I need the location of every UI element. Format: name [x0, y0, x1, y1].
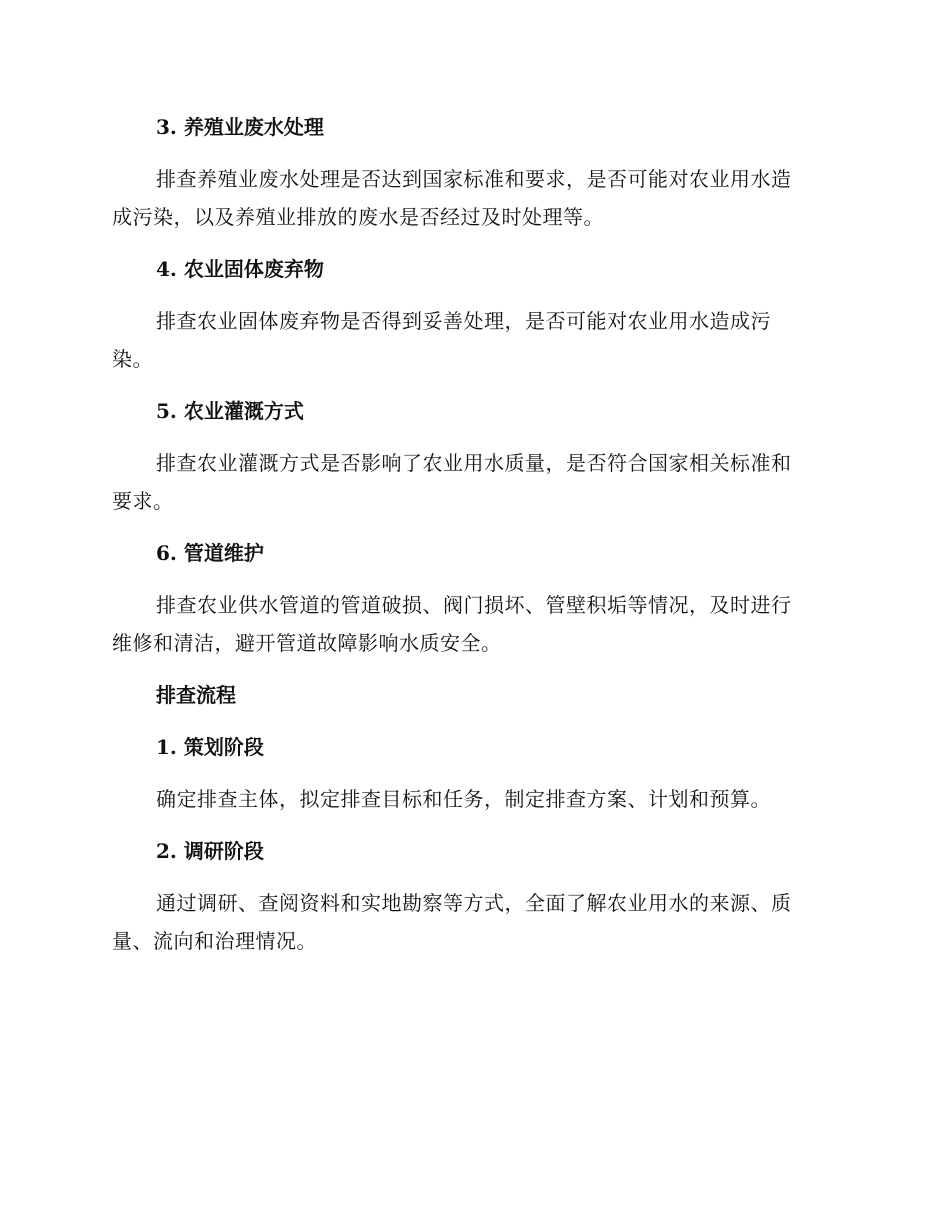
section-heading: 6. 管道维护 [156, 541, 264, 565]
section-heading: 1. 策划阶段 [156, 735, 264, 759]
section-heading: 4. 农业固体废弃物 [156, 257, 324, 281]
section-paragraph: 排查农业固体废弃物是否得到妥善处理，是否可能对农业用水造成污 染。 [112, 309, 771, 371]
section-paragraph: 排查农业灌溉方式是否影响了农业用水质量，是否符合国家相关标准和 要求。 [112, 451, 792, 513]
section-paragraph: 排查养殖业废水处理是否达到国家标准和要求，是否可能对农业用水造 成污染，以及养殖业排放的废水是否经过及时处理等。 [112, 167, 792, 229]
document-body [112, 108, 832, 974]
section-paragraph: 通过调研、查阅资料和实地勘察等方式，全面了解农业用水的来源、质 量、流向和治理情况。 [112, 891, 792, 953]
section-heading: 2. 调研阶段 [156, 839, 264, 863]
section-paragraph: 排查农业供水管道的管道破损、阀门损坏、管壁积垢等情况，及时进行 维修和清洁，避开管道故障影响水质安全。 [112, 593, 792, 655]
section-heading: 5. 农业灌溉方式 [156, 399, 304, 423]
section-heading: 排查流程 [156, 683, 236, 707]
section-heading: 3. 养殖业废水处理 [156, 115, 324, 139]
section-paragraph: 确定排查主体，拟定排查目标和任务，制定排查方案、计划和预算。 [156, 787, 771, 811]
